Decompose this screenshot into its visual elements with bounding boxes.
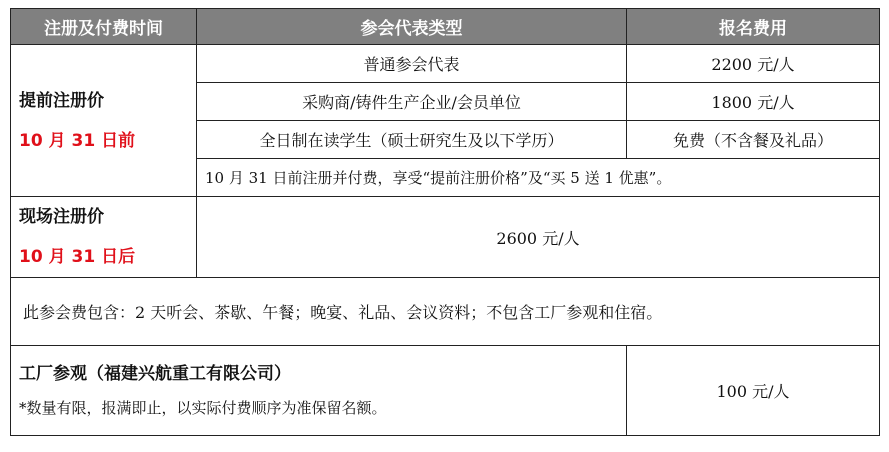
early-registration-note: 10 月 31 日前注册并付费，享受“提前注册价格”及“买 5 送 1 优惠”。 bbox=[197, 159, 880, 197]
fee-includes-text: 此参会费包含：2 天听会、茶歇、午餐；晚宴、礼品、会议资料；不包含工厂参观和住宿。 bbox=[11, 278, 880, 346]
table-row bbox=[11, 278, 880, 346]
header-fee: 报名费用 bbox=[627, 9, 880, 45]
onsite-registration-cell bbox=[11, 197, 197, 278]
early-type-2: 全日制在读学生（硕士研究生及以下学历） bbox=[197, 121, 627, 159]
onsite-fee: 2600 元/人 bbox=[197, 197, 880, 278]
onsite-registration-date: 10 月 31 日后 bbox=[19, 247, 136, 267]
factory-visit-cell bbox=[11, 346, 627, 436]
table-row bbox=[11, 346, 880, 436]
early-registration-date: 10 月 31 日前 bbox=[19, 130, 136, 151]
early-type-0: 普通参会代表 bbox=[197, 45, 627, 83]
factory-visit-note: *数量有限，报满即止，以实际付费顺序为准保留名额。 bbox=[19, 398, 387, 417]
factory-visit-title: 工厂参观（福建兴航重工有限公司） bbox=[19, 363, 291, 384]
onsite-registration-label: 现场注册价 bbox=[19, 207, 104, 227]
early-fee-0: 2200 元/人 bbox=[627, 45, 880, 83]
header-type: 参会代表类型 bbox=[197, 9, 627, 45]
factory-visit-fee: 100 元/人 bbox=[627, 346, 880, 436]
table-header-row bbox=[11, 9, 880, 45]
registration-fee-table bbox=[10, 8, 880, 436]
registration-fee-table-wrapper bbox=[10, 8, 879, 436]
table-row bbox=[11, 45, 880, 83]
early-registration-label: 提前注册价 bbox=[19, 90, 104, 111]
early-fee-2: 免费（不含餐及礼品） bbox=[627, 121, 880, 159]
table-row bbox=[11, 197, 880, 278]
early-type-1: 采购商/铸件生产企业/会员单位 bbox=[197, 83, 627, 121]
early-fee-1: 1800 元/人 bbox=[627, 83, 880, 121]
header-time: 注册及付费时间 bbox=[11, 9, 197, 45]
early-registration-cell bbox=[11, 45, 197, 197]
